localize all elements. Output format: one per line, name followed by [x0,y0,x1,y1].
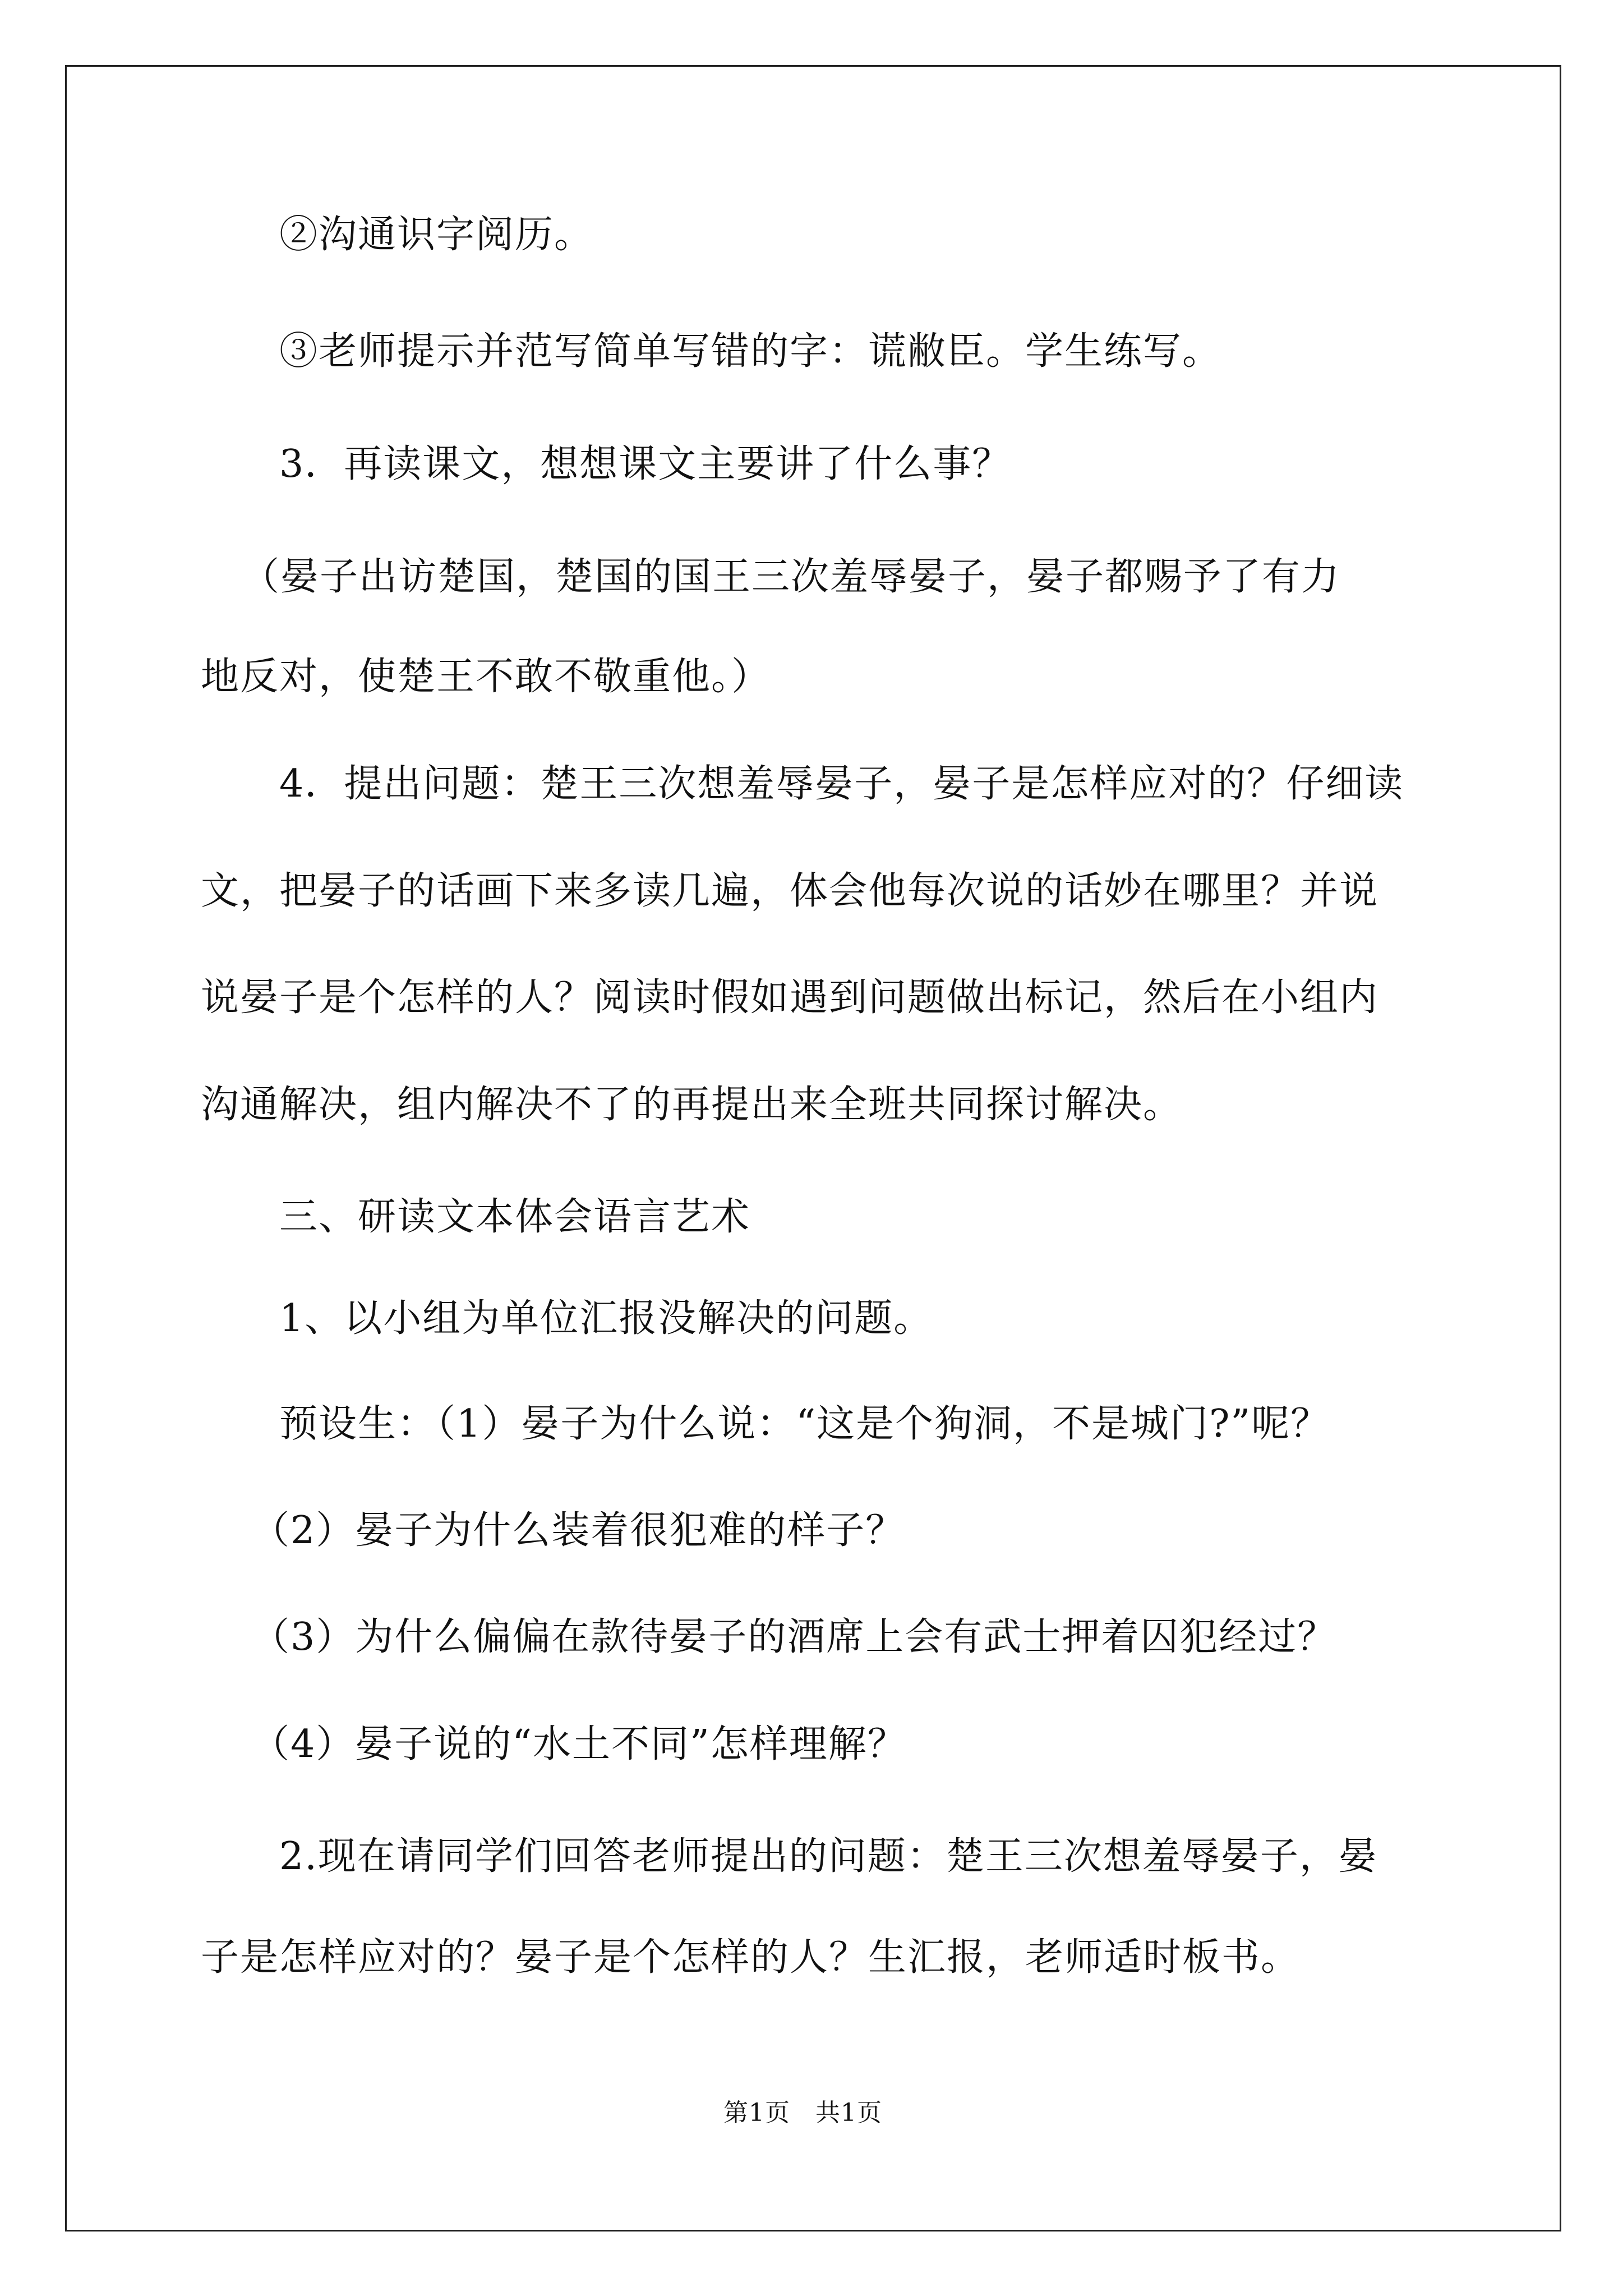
text-line-12: 预设生：（1）晏子为什么说：“这是个狗洞，不是城门?”呢？ [279,1402,1330,1446]
text-line-3: 3．再读课文，想想课文主要讲了什么事？ [279,442,1012,486]
text-line-13: （2）晏子为什么装着很犯难的样子？ [251,1508,905,1553]
text-line-6: 4．提出问题：楚王三次想羞辱晏子，晏子是怎样应对的？仔细读 [279,762,1404,806]
text-line-2: ③老师提示并范写简单写错的字：谎敝臣。学生练写。 [279,329,1222,374]
page-number: 第1页 共1页 [723,2099,882,2127]
text-line-17: 子是怎样应对的？晏子是个怎样的人？生汇报，老师适时板书。 [201,1935,1301,1980]
text-line-16: 2.现在请同学们回答老师提出的问题：楚王三次想羞辱晏子，晏 [279,1834,1378,1879]
text-line-14: （3）为什么偏偏在款待晏子的酒席上会有武士押着囚犯经过？ [251,1615,1337,1659]
page-border [65,65,1561,2231]
text-line-15: （4）晏子说的“水土不同”怎样理解？ [251,1722,907,1766]
text-line-5: 地反对，使楚王不敢不敬重他。） [201,655,771,699]
text-line-8: 说晏子是个怎样的人？阅读时假如遇到问题做出标记，然后在小组内 [201,976,1379,1020]
section-heading: 三、研读文本体会语言艺术 [279,1195,751,1239]
text-line-1: ②沟通识字阅历。 [279,213,594,257]
text-line-9: 沟通解决，组内解决不了的再提出来全班共同探讨解决。 [201,1083,1183,1127]
text-line-7: 文，把晏子的话画下来多读几遍，体会他每次说的话妙在哪里？并说 [201,869,1379,913]
text-line-4: （晏子出访楚国，楚国的国王三次羞辱晏子，晏子都赐予了有力 [241,555,1341,599]
text-line-11: 1、以小组为单位汇报没解决的问题。 [279,1296,933,1341]
